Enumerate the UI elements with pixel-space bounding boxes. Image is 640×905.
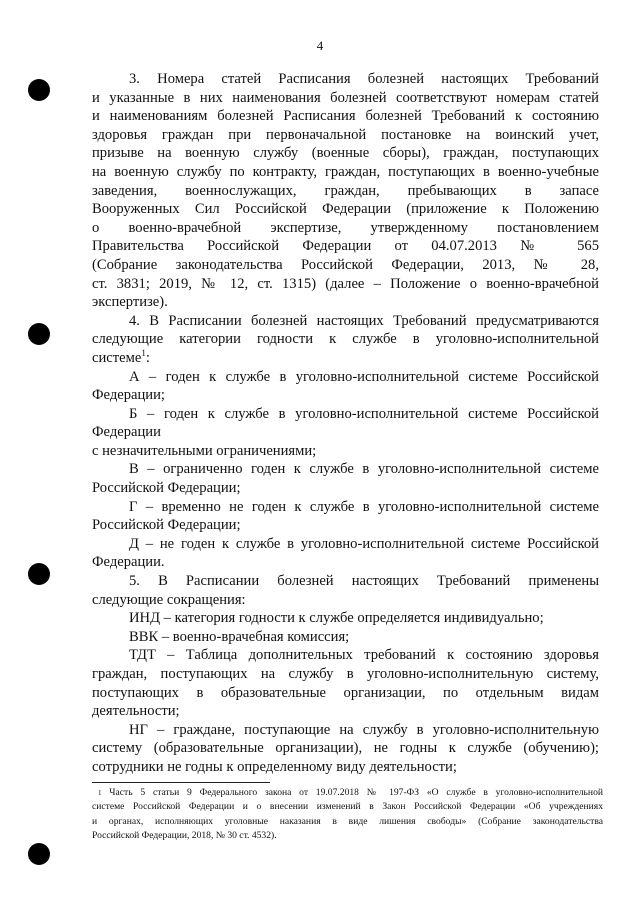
text-line: Б – годен к службе в уголовно-исполнительной системе Российской [129,405,599,422]
text-line: А – годен к службе в уголовно-исполнительной системе Российской [129,368,599,385]
text-line: 5. В Расписании болезней настоящих Требований применены [129,573,599,590]
text-line: сотрудники не годны к определенному виду деятельности; [92,758,457,775]
footnote-line: Российской Федерации, 2018, № 30 ст. 4532). [92,830,277,842]
text-line: 3. Номера статей Расписания болезней настоящих Требований [129,71,599,87]
punctuation: : [145,349,150,366]
document-body [92,70,599,777]
text-line: о военно-врачебной экспертизе, утвержденному постановлением [92,219,599,236]
text-line: Д – не годен к службе в уголовно-исполнительной системе Российской [129,535,599,552]
text-line: с незначительными ограничениями; [92,442,317,459]
footnote-marker: 1 [98,789,102,797]
text-line: ТДТ – Таблица дополнительных требований к состоянию здоровья [129,647,599,664]
text-line: и наименованиям болезней Расписания болезней Требований к состоянию [92,108,599,125]
footnote [92,786,603,844]
text-line: ИНД – категория годности к службе определяется индивидуально; [129,610,544,627]
binder-hole [28,563,50,585]
text-line: НГ – граждане, поступающие на службу в уголовно-исполнительную [129,721,599,738]
text-line: экспертизе). [92,294,168,311]
binder-hole [28,843,50,865]
text-line [92,349,599,368]
text-line: заведения, военнослужащих, граждан, пребывающих в запасе [92,182,599,199]
text-line: ст. 3831; 2019, № 12, ст. 1315) (далее – Положение о военно-врачебной [92,275,599,292]
text-line: Вооруженных Сил Российской Федерации (приложение к Положению [92,201,599,218]
text-line: Правительства Российской Федерации от 04.07.2013 № 565 [92,238,599,255]
text-line: Российской Федерации; [92,517,241,534]
footnote-ref-marker: 1 [141,348,146,359]
text-line: следующие сокращения: [92,591,246,608]
footnote-text: Часть 5 статьи 9 Федерального закона от 19.07.2018 № 197-ФЗ «О службе в уголовно-исполнительной [109,787,604,798]
binder-hole [28,79,50,101]
page-number: 4 [316,38,324,53]
text-line: поступающих в образовательные организации, по отдельным видам [92,684,599,701]
text-line: Федерации. [92,554,165,571]
text-line: систему (образовательные организации), не годны к службе (обучению); [92,740,599,757]
text-line: деятельности; [92,703,180,720]
footnote-ref-word: системе [92,349,142,366]
text-line: ВВК – военно-врачебная комиссия; [129,628,350,645]
text-line: на военную службу по контракту, граждан, поступающих в военно-учебные [92,163,599,180]
footnote-separator [92,782,270,783]
text-line: призыве на военную службу (военные сборы), граждан, поступающих [92,145,599,162]
text-line: и указанные в них наименования болезней соответствуют номерам статей [92,89,599,106]
text-line: (Собрание законодательства Российской Федерации, 2013, № 28, [92,256,599,273]
text-line: В – ограниченно годен к службе в уголовно-исполнительной системе [129,461,599,478]
text-line: Г – временно не годен к службе в уголовно-исполнительной системе [129,498,599,515]
text-line: следующие категории годности к службе в уголовно-исполнительной [92,331,599,348]
text-line: здоровья граждан при первоначальной постановке на воинский учет, [92,126,599,143]
text-line: граждан, поступающих на службу в уголовно-исполнительную систему, [92,666,599,682]
text-line: Федерации [92,424,161,441]
footnote-line [92,786,603,800]
text-line: Федерации; [92,387,165,404]
binder-hole [28,323,50,345]
footnote-line: и органах, исполняющих уголовные наказания в виде лишения свободы» (Собрание законодательства [92,815,603,827]
footnote-line: системе Российской Федерации и о внесении изменений в Закон Российской Федерации «Об учреждениях [92,801,603,813]
text-line: 4. В Расписании болезней настоящих Требований предусматриваются [129,312,599,329]
text-line: Российской Федерации; [92,480,241,497]
